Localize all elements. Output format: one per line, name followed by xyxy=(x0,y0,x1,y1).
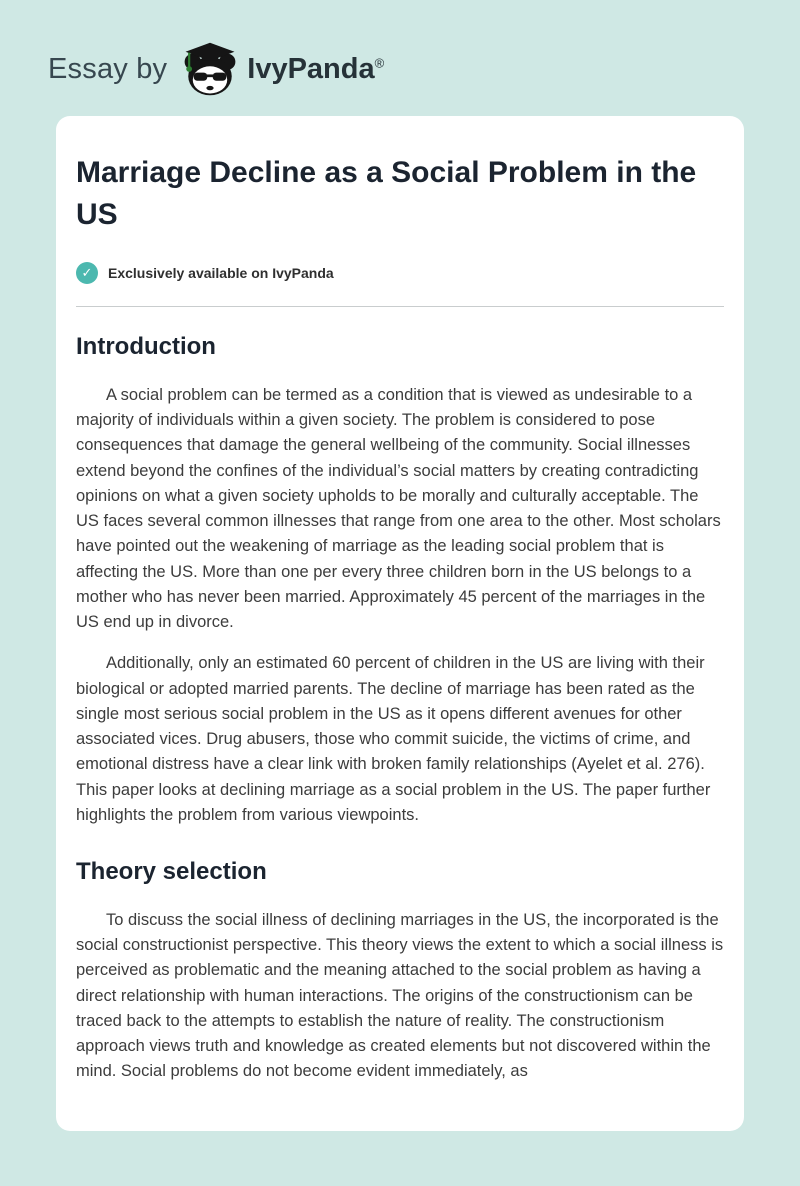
paragraph: Additionally, only an estimated 60 percent of children in the US are living with their biological or adopted married parents. The decline of marriage has been rated as the single most serious social problem in the US as it opens different avenues for other associated vices. Drug abusers, those who commit suicide, the victims of crime, and emotional distress have a clear link with broken family relationships (Ayelet et al. 276). This paper looks at declining marriage as a social problem in the US. The paper further highlights the problem from various viewpoints. xyxy=(76,654,711,824)
section-heading-introduction: Introduction xyxy=(76,333,216,360)
brand-name: IvyPanda® xyxy=(247,52,385,85)
paragraph: To discuss the social illness of declining marriages in the US, the incorporated is the social constructionist perspective. This theory views the extent to which a social illness is perceived as problematic and the meaning attached to the social problem as having a direct relationship with human interactions. The origins of the constructionism can be traced back to the attempts to establish the nature of reality. The constructionism approach views truth and knowledge as created elements but not discovered within the mind. Social problems do not become evident immediately, as xyxy=(76,910,724,1081)
paragraph: A social problem can be termed as a condition that is viewed as undesirable to a majority of individuals within a given society. The problem is considered to pose consequences that damage the general wellbeing of the community. Social illnesses extend beyond the confines of the individual’s social matters by creating contradicting opinions on what a given society upholds to be morally and culturally acceptable. The US faces several common illnesses that range from one area to the other. Most scholars have pointed out the weakening of marriage as the leading social problem that is affecting the US. More than one per every three children born in the US belongs to a mother who has never been married. Approximately 45 percent of the marriages in the US end up in divorce. xyxy=(76,386,721,632)
page-header xyxy=(0,0,800,116)
essay-card xyxy=(56,116,744,1131)
page-title: Marriage Decline as a Social Problem in the US xyxy=(76,156,697,231)
availability-badge xyxy=(76,262,724,284)
registered-mark: ® xyxy=(374,54,385,70)
ivypanda-logo xyxy=(181,40,384,98)
panda-logo-icon xyxy=(181,40,239,98)
availability-label: Exclusively available on IvyPanda xyxy=(108,265,334,281)
divider xyxy=(76,306,724,307)
section-heading-theory-selection: Theory selection xyxy=(76,857,267,885)
essay-by-label: Essay by xyxy=(48,52,168,85)
check-icon: ✓ xyxy=(76,262,98,284)
